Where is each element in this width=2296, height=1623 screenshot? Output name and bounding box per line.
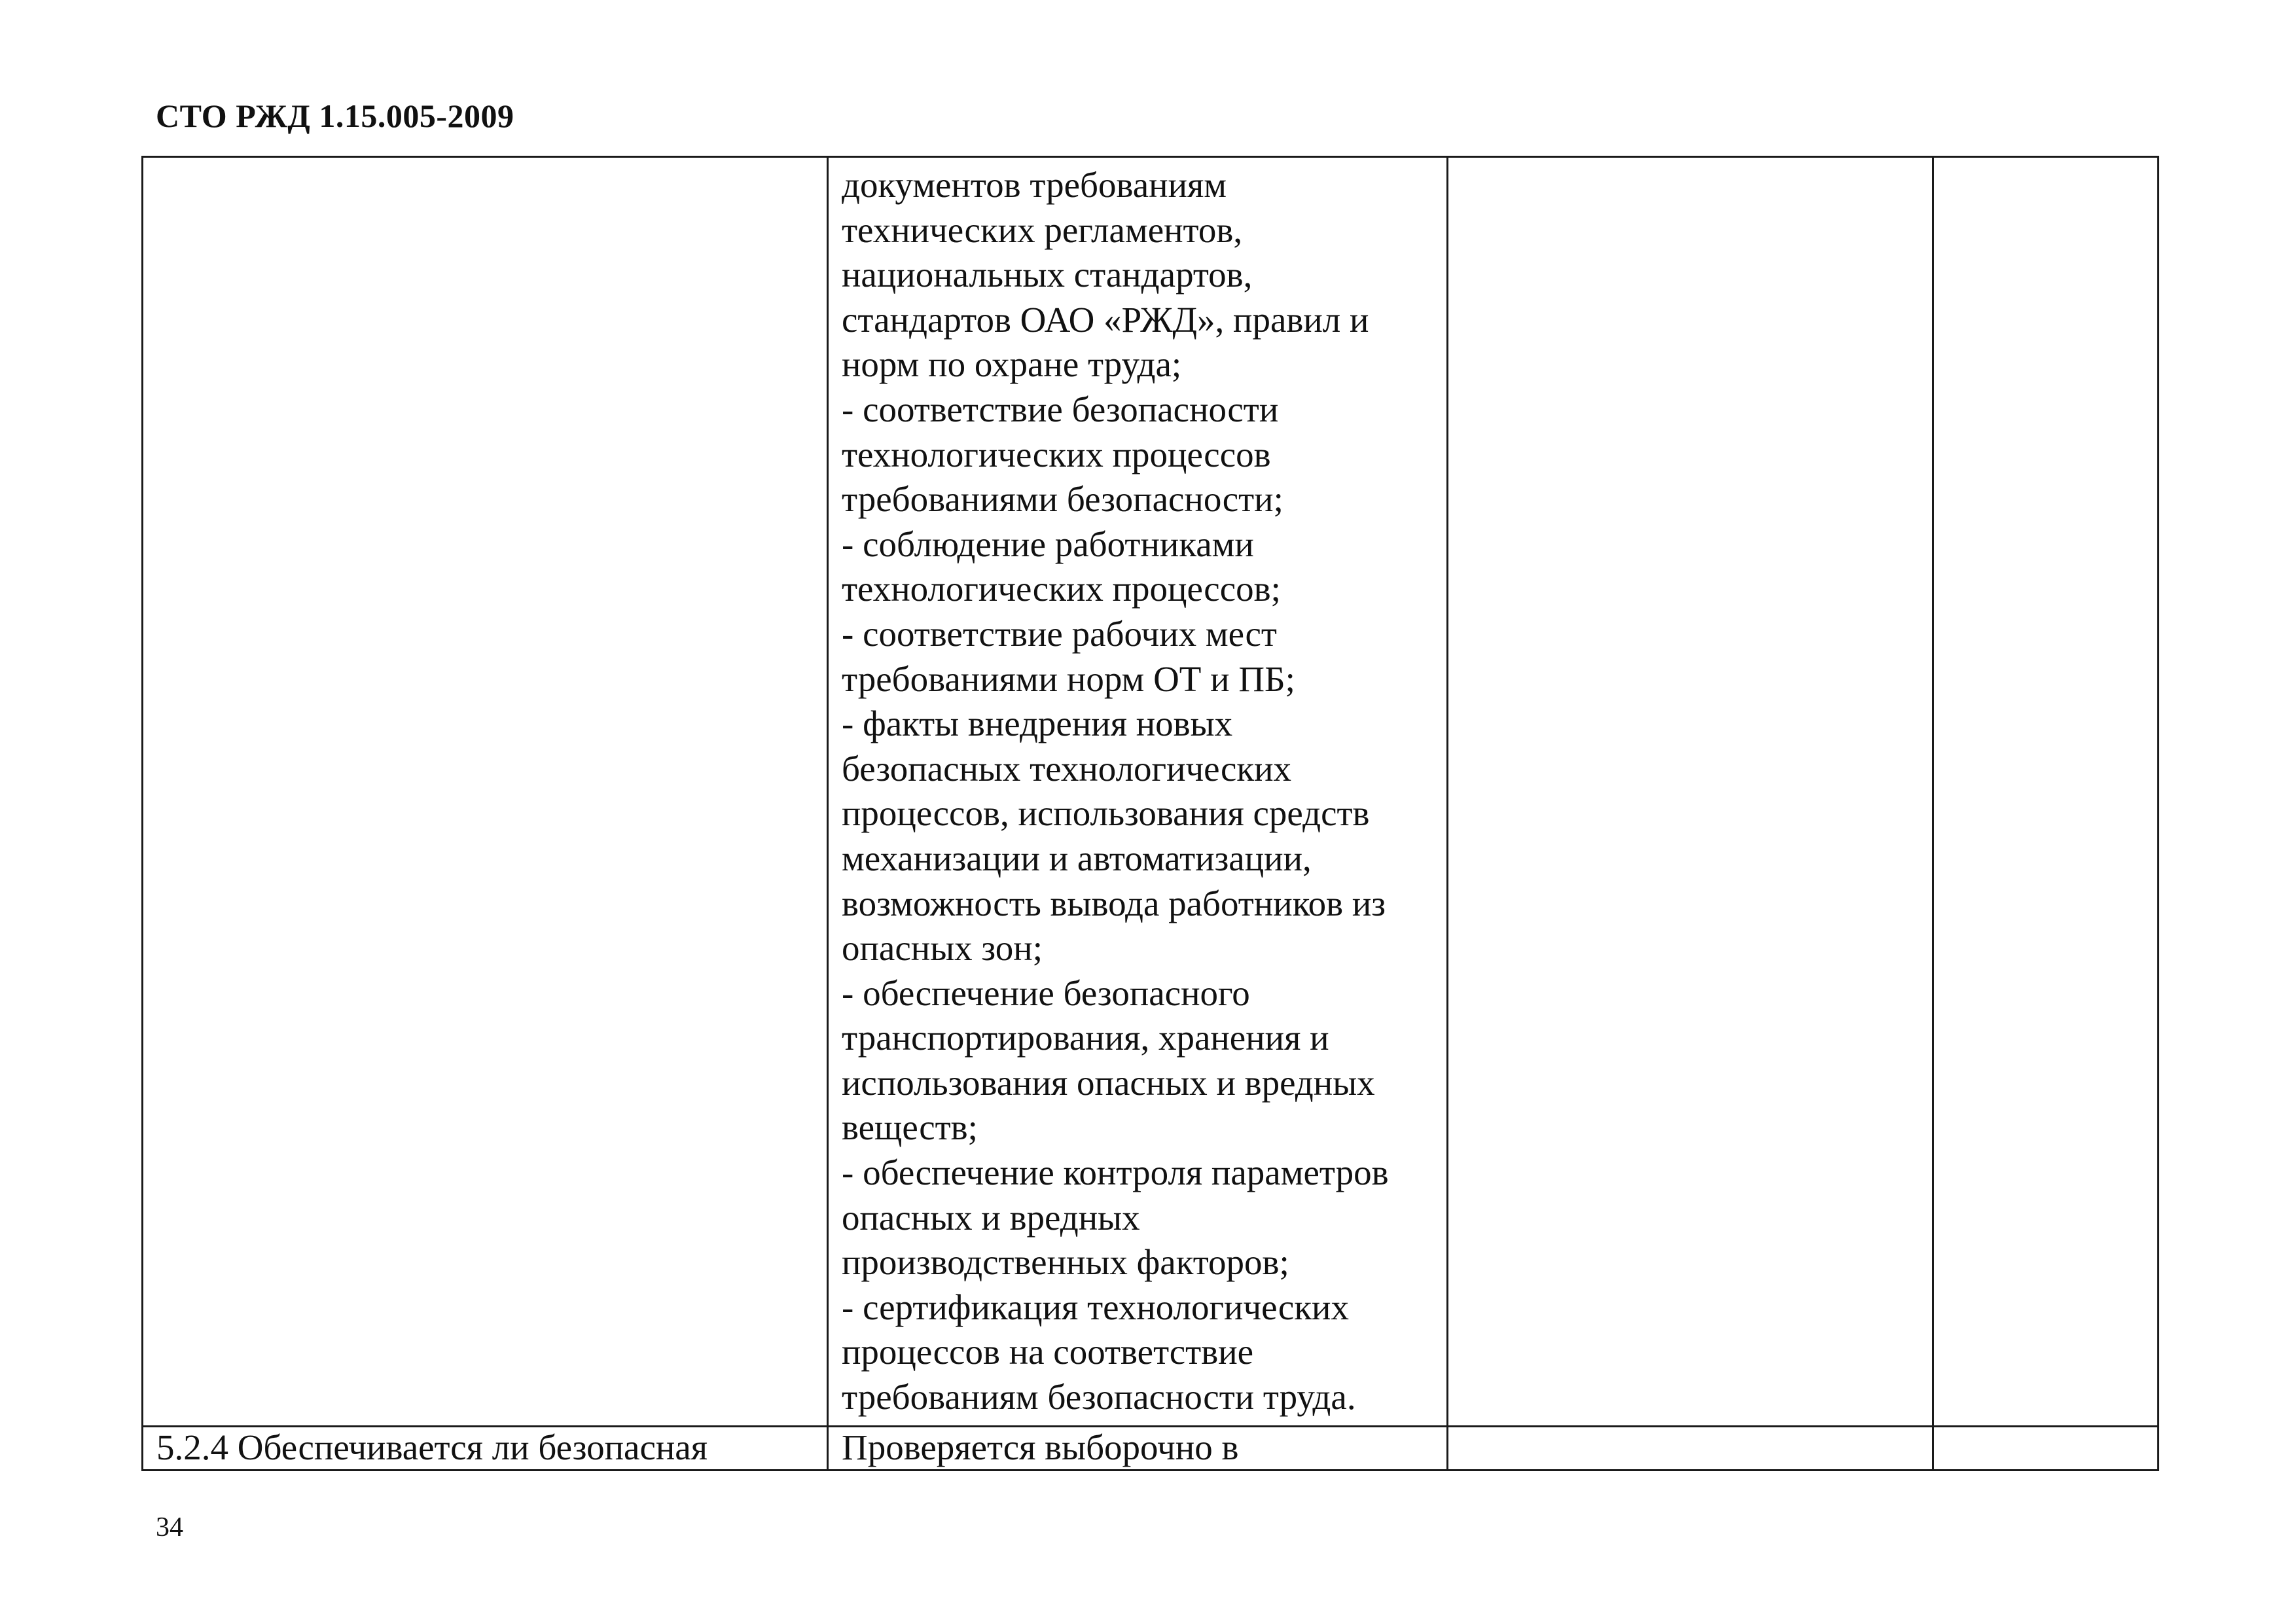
verification-method-text <box>842 163 1433 1420</box>
text-line: технологических процессов <box>842 434 1271 474</box>
page-number: 34 <box>156 1512 183 1543</box>
result-cell <box>1448 157 1933 1427</box>
table-row <box>143 1427 2159 1471</box>
text-line: технических регламентов, <box>842 209 1243 250</box>
text-line: - обеспечение контроля параметров <box>842 1152 1389 1193</box>
note-cell <box>1933 1427 2159 1471</box>
document-code-header: СТО РЖД 1.15.005-2009 <box>156 98 514 134</box>
text-line: - соответствие рабочих мест <box>842 613 1277 654</box>
checklist-table <box>141 156 2159 1471</box>
text-line: требованиями норм ОТ и ПБ; <box>842 658 1295 699</box>
text-line: - соблюдение работниками <box>842 524 1254 564</box>
verification-method-cell: Проверяется выборочно в <box>828 1427 1448 1471</box>
text-line: стандартов ОАО «РЖД», правил и <box>842 299 1369 340</box>
text-line: процессов, использования средств <box>842 793 1370 834</box>
text-line: механизации и автоматизации, <box>842 838 1312 878</box>
text-line: - сертификация технологических <box>842 1287 1349 1327</box>
result-cell <box>1448 1427 1933 1471</box>
text-line: - факты внедрения новых <box>842 704 1233 744</box>
text-line: документов требованиям <box>842 165 1227 205</box>
text-line: опасных и вредных <box>842 1197 1140 1238</box>
text-line: норм по охране труда; <box>842 344 1182 385</box>
text-line: требованиям безопасности труда. <box>842 1377 1356 1418</box>
text-line: веществ; <box>842 1107 978 1148</box>
text-line: транспортирования, хранения и <box>842 1018 1329 1058</box>
text-line: процессов на соответствие <box>842 1332 1254 1372</box>
text-line: - соответствие безопасности <box>842 389 1279 429</box>
question-cell: 5.2.4 Обеспечивается ли безопасная <box>143 1427 828 1471</box>
text-line: - обеспечение безопасного <box>842 972 1250 1013</box>
question-cell <box>143 157 828 1427</box>
text-line: возможность вывода работников из <box>842 883 1386 923</box>
text-line: национальных стандартов, <box>842 255 1253 295</box>
text-line: требованиями безопасности; <box>842 479 1283 520</box>
note-cell <box>1933 157 2159 1427</box>
text-line: использования опасных и вредных <box>842 1062 1375 1103</box>
text-line: безопасных технологических <box>842 748 1292 789</box>
text-line: опасных зон; <box>842 928 1043 969</box>
text-line: технологических процессов; <box>842 569 1281 609</box>
verification-method-cell <box>828 157 1448 1427</box>
table-row <box>143 157 2159 1427</box>
text-line: производственных факторов; <box>842 1242 1289 1283</box>
